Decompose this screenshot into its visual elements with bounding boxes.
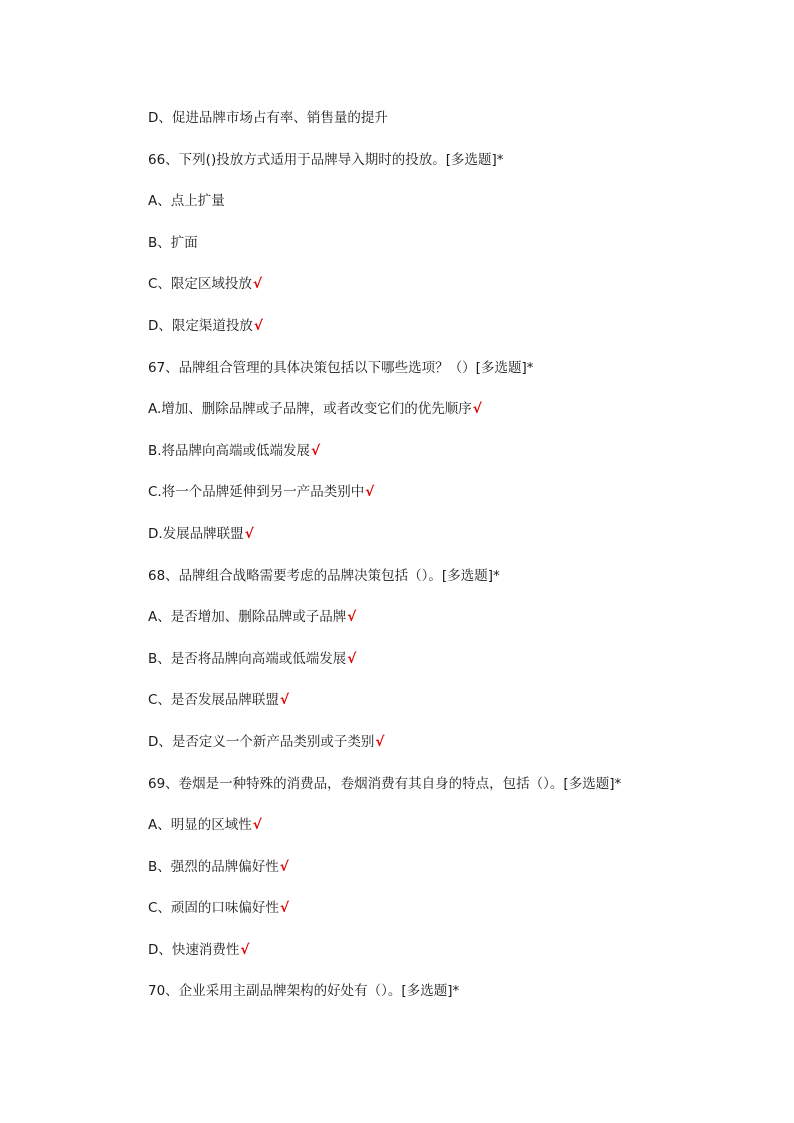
option-line: [148, 939, 748, 981]
line-text: 66、下列()投放方式适用于品牌导入期时的投放。[多选题]*: [148, 151, 504, 168]
line-text: A、是否增加、删除品牌或子品牌: [148, 609, 347, 626]
checkmark-icon: √: [253, 317, 263, 334]
line-text: D、快速消费性: [148, 941, 240, 958]
option-line: [148, 440, 748, 482]
option-line: [148, 315, 748, 357]
checkmark-icon: √: [347, 609, 357, 626]
question-line: [148, 357, 748, 399]
option-line: [148, 814, 748, 856]
option-line: [148, 731, 748, 773]
checkmark-icon: √: [252, 817, 262, 834]
line-text: C、顽固的口味偏好性: [148, 900, 279, 917]
line-text: A、明显的区域性: [148, 817, 252, 834]
line-text: A、点上扩量: [148, 193, 225, 210]
checkmark-icon: √: [279, 900, 289, 917]
line-text: 70、企业采用主副品牌架构的好处有（）。[多选题]*: [148, 983, 460, 1000]
checkmark-icon: √: [365, 484, 375, 501]
option-line: [148, 897, 748, 939]
checkmark-icon: √: [279, 692, 289, 709]
question-list: [148, 107, 748, 1022]
option-line: [148, 648, 748, 690]
line-text: B、强烈的品牌偏好性: [148, 858, 279, 875]
checkmark-icon: √: [244, 525, 254, 542]
line-text: C、是否发展品牌联盟: [148, 692, 279, 709]
line-text: A.增加、删除品牌或子品牌，或者改变它们的优先顺序: [148, 401, 472, 418]
line-text: D、限定渠道投放: [148, 317, 253, 334]
option-line: [148, 606, 748, 648]
checkmark-icon: √: [252, 276, 262, 293]
option-line: [148, 232, 748, 274]
line-text: 67、品牌组合管理的具体决策包括以下哪些选项？（）[多选题]*: [148, 359, 534, 376]
line-text: D、促进品牌市场占有率、销售量的提升: [148, 110, 388, 126]
checkmark-icon: √: [240, 941, 250, 958]
checkmark-icon: √: [375, 733, 385, 750]
option-line: [148, 523, 748, 565]
line-text: B、是否将品牌向高端或低端发展: [148, 650, 347, 667]
line-text: D、是否定义一个新产品类别或子类别: [148, 733, 375, 750]
line-text: C.将一个品牌延伸到另一产品类别中: [148, 484, 365, 501]
option-line: [148, 107, 748, 149]
option-line: [148, 273, 748, 315]
line-text: B、扩面: [148, 234, 198, 251]
checkmark-icon: √: [347, 650, 357, 667]
line-text: C、限定区域投放: [148, 276, 252, 293]
checkmark-icon: √: [279, 858, 289, 875]
checkmark-icon: √: [472, 401, 482, 418]
line-text: 68、品牌组合战略需要考虑的品牌决策包括（）。[多选题]*: [148, 567, 500, 584]
line-text: 69、卷烟是一种特殊的消费品，卷烟消费有其自身的特点，包括（）。[多选题]*: [148, 775, 622, 792]
question-line: [148, 565, 748, 607]
line-text: B.将品牌向高端或低端发展: [148, 442, 311, 459]
line-text: D.发展品牌联盟: [148, 525, 244, 542]
question-line: [148, 773, 748, 815]
option-line: [148, 481, 748, 523]
option-line: [148, 856, 748, 898]
option-line: [148, 689, 748, 731]
option-line: [148, 398, 748, 440]
question-line: [148, 980, 748, 1022]
checkmark-icon: √: [311, 442, 321, 459]
option-line: [148, 190, 748, 232]
question-line: [148, 149, 748, 191]
